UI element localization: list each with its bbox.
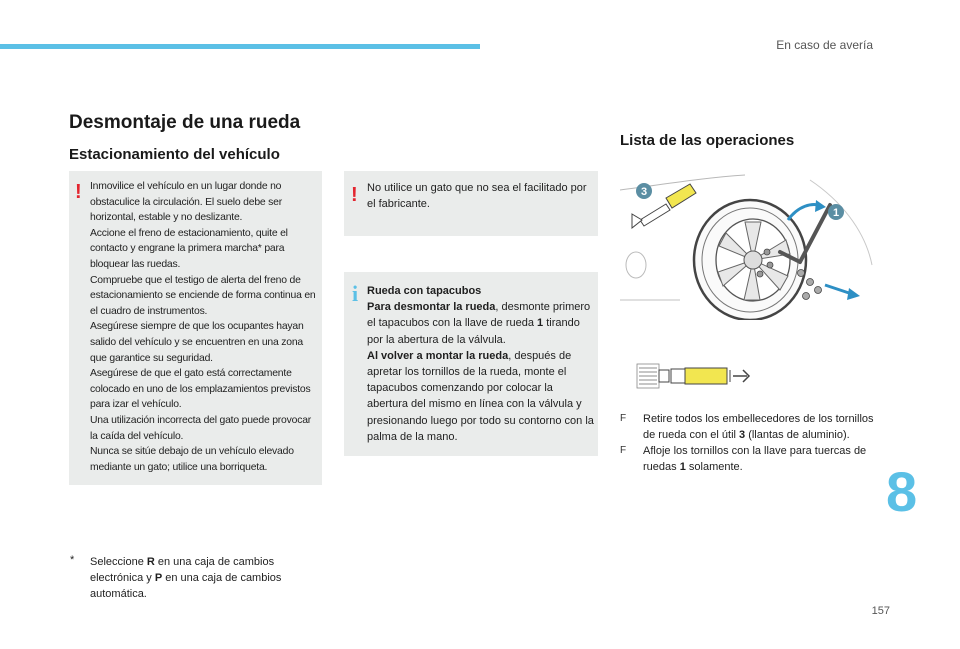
parking-heading: Estacionamiento del vehículo [69,146,280,163]
parking-warning-text [90,179,320,475]
remove-text: , desmonte primero el tapacubos con la llave de rueda [367,301,591,330]
tool-number: 1 [679,461,686,473]
parking-warning-box [69,171,322,485]
step-text: Retire todos los embellecedores de los tornillos de rueda con el útil [643,413,874,441]
step-text: (llantas de aluminio). [745,429,850,441]
info-icon: i [352,281,359,306]
top-accent-bar [0,44,480,49]
chapter-number: 8 [886,460,918,523]
warning-icon: ! [351,184,358,206]
step-text: Afloje los tornillos con la llave para tuercas de ruedas [643,445,867,473]
hubcap-title: Rueda con tapacubos [367,285,482,297]
callout-3: 3 [640,186,648,198]
remove-label: Para desmontar la rueda [367,301,496,314]
warning-icon: ! [75,181,82,203]
bullet-icon: F [620,445,627,456]
warning-line: Asegúrese de que el gato está correctamente colocado en uno de los emplazamientos previstos para izar el vehículo. [90,368,311,411]
warning-line: Una utilización incorrecta del gato puede provocar la caída del vehículo. [90,414,312,442]
footnote-text: en una caja de cambios electrónica y [90,556,275,584]
bullet-icon: F [620,413,627,424]
gear-p: P [154,572,163,584]
hubcap-info-box [344,272,598,456]
remove-text: tirando por la abertura de la válvula. [367,317,580,346]
footnote-star: * [70,554,75,566]
page-title: Desmontaje de una rueda [69,112,301,133]
warning-line: Nunca se sitúe debajo de un vehículo elevado mediante un gato; utilice una borriqueta. [90,446,294,473]
list-item [620,443,880,475]
warning-line: Asegúrese siempre de que los ocupantes hayan salido del vehículo y se encuentren en una zona que garantice su seguridad. [90,321,304,364]
jack-warning-text: No utilice un gato que no sea el facilitado por el fabricante. [367,182,587,210]
operations-list [620,411,880,475]
footnote [70,554,320,602]
footnote-text: en una caja de cambios automática. [90,572,282,600]
warning-line: Compruebe que el testigo de alerta del freno de estacionamiento se enciende de forma continua en el cuadro de instrumentos. [90,274,316,317]
warning-line: Inmovilice el vehículo en un lugar donde no obstaculice la circulación. El suelo debe ser horizontal, estable y no deslizante. [90,181,282,224]
page-number: 157 [871,605,890,617]
tool-illustration [633,358,753,392]
operations-heading: Lista de las operaciones [620,132,795,149]
wheel-removal-illustration [620,170,875,320]
refit-text: , después de apretar los tornillos de la rueda, monte el tapacubos comenzando por colocar la abertura del mismo en línea con la válvula y presionando luego por todo su contorno con la palma de la mano. [367,349,594,443]
refit-label: Al volver a montar la rueda [367,349,509,362]
hubcap-info-text [367,283,595,445]
tool-number: 3 [739,429,746,441]
section-label: En caso de avería [776,38,873,52]
callout-1: 1 [832,207,840,219]
warning-line: Accione el freno de estacionamiento, quite el contacto y engrane la primera marcha* para bloquear las ruedas. [90,227,288,270]
gear-r: R [146,556,155,568]
tool-number: 1 [537,317,544,330]
footnote-text: Seleccione [90,556,147,568]
list-item [620,411,880,443]
step-text: solamente. [685,461,743,473]
jack-warning-box [344,171,598,236]
